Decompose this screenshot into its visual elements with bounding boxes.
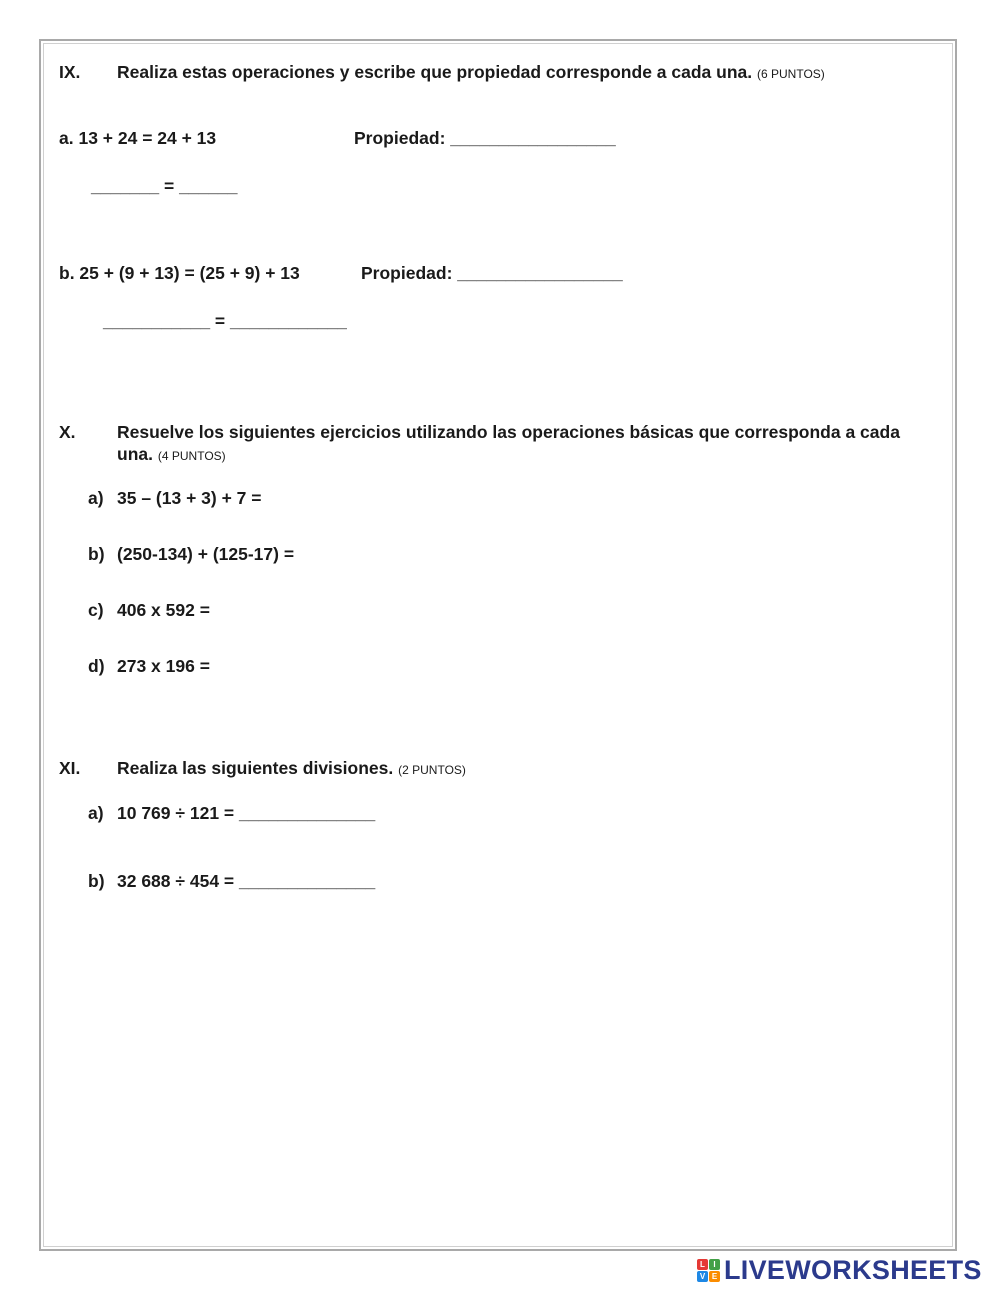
item-xi-b-letter: b) [88, 871, 105, 891]
item-xi-b-division-field[interactable]: 32 688 ÷ 454 = ______________ [117, 871, 376, 891]
section-xi-heading [117, 757, 466, 781]
item-x-c-expression: 406 x 592 = [117, 600, 210, 620]
liveworksheets-logo [697, 1255, 982, 1285]
section-x-instruction: Resuelve los siguientes ejercicios utilizando las operaciones básicas que corresponda a cada una. [117, 422, 900, 464]
section-xi-numeral: XI. [59, 758, 81, 778]
item-x-d-letter: d) [88, 656, 105, 676]
item-ix-b-equation: b. 25 + (9 + 13) = (25 + 9) + 13 [59, 263, 300, 283]
section-ix-instruction: Realiza estas operaciones y escribe que propiedad corresponde a cada una. [117, 62, 753, 82]
item-ix-a-answer-field[interactable]: _______ = ______ [91, 176, 238, 196]
item-ix-a-equation: a. 13 + 24 = 24 + 13 [59, 128, 217, 148]
section-x-heading [117, 421, 937, 467]
worksheet-inner-frame [43, 43, 953, 1247]
logo-letter-e: E [709, 1271, 720, 1282]
item-x-c-letter: c) [88, 600, 104, 620]
item-ix-b-answer-field[interactable]: ___________ = ____________ [103, 311, 347, 331]
item-x-a-letter: a) [88, 488, 104, 508]
section-ix-numeral: IX. [59, 62, 81, 82]
section-x-points: (4 PUNTOS) [157, 449, 226, 463]
section-ix-heading [117, 61, 825, 85]
brand-name: LIVEWORKSHEETS [724, 1254, 982, 1285]
section-ix-points: (6 PUNTOS) [756, 67, 825, 81]
logo-mark-icon [697, 1259, 720, 1282]
item-ix-a-property-field[interactable]: Propiedad: _________________ [354, 128, 616, 148]
logo-letter-v: V [697, 1271, 708, 1282]
item-x-b-letter: b) [88, 544, 105, 564]
logo-letter-l: L [697, 1259, 708, 1270]
item-x-d-expression: 273 x 196 = [117, 656, 210, 676]
logo-letter-i: I [709, 1259, 720, 1270]
item-xi-a-letter: a) [88, 803, 104, 823]
item-x-a-expression: 35 – (13 + 3) + 7 = [117, 488, 262, 508]
item-x-b-expression: (250-134) + (125-17) = [117, 544, 295, 564]
section-x-numeral: X. [59, 422, 76, 442]
section-xi-instruction: Realiza las siguientes divisiones. [117, 758, 394, 778]
section-xi-points: (2 PUNTOS) [398, 763, 466, 777]
item-ix-b-property-field[interactable]: Propiedad: _________________ [361, 263, 623, 283]
item-xi-a-division-field[interactable]: 10 769 ÷ 121 = ______________ [117, 803, 376, 823]
